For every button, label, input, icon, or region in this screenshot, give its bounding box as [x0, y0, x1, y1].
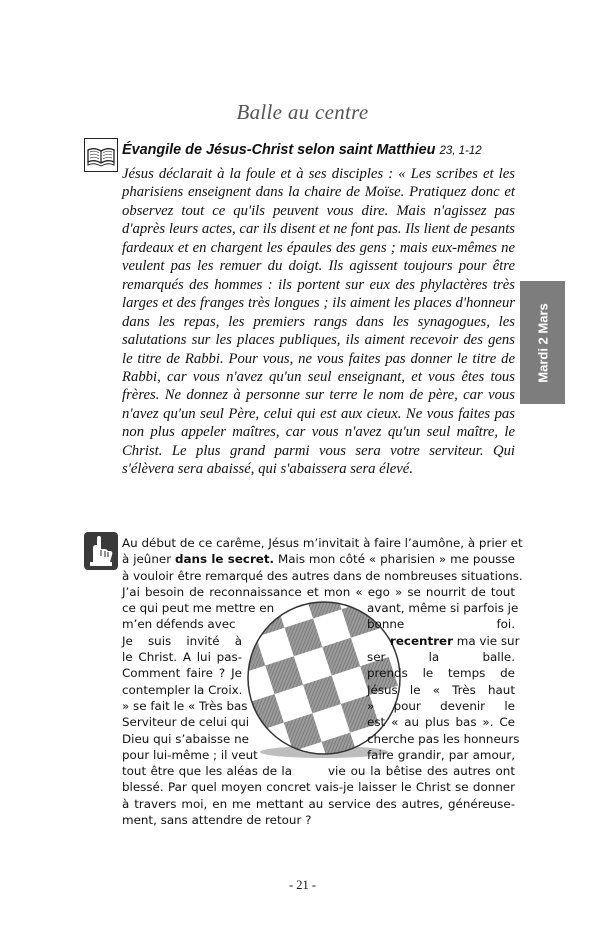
commentary-line-left: pour lui-même ; il veut	[122, 747, 258, 762]
commentary-line	[122, 633, 520, 649]
commentary-line-right: » pour devenir le	[367, 698, 515, 713]
commentary-line	[122, 682, 515, 698]
commentary-line: ment, sans attendre de retour ?	[122, 813, 312, 828]
commentary-line	[122, 714, 515, 730]
gospel-heading-text: Évangile de Jésus-Christ selon saint Matthieu	[122, 142, 436, 158]
commentary-line: à jeûner dans le secret. Mais mon côté « pharisien » me pousse	[122, 552, 515, 567]
commentary-line-right: ser la balle.	[367, 650, 515, 665]
commentary-line-right: cherche pas les honneurs	[367, 731, 520, 746]
commentary-line-right: prends le temps de	[367, 666, 515, 681]
commentary-line	[122, 763, 515, 779]
commentary-line-left: » se fait le « Très bas	[122, 698, 248, 713]
commentary-line-right: vie ou la bêtise des autres ont	[328, 764, 515, 779]
commentary-line: Au début de ce carême, Jésus m’invitait à faire l’aumône, à prier et	[122, 536, 523, 550]
commentary-line-left: le Christ. A lui pas-	[122, 650, 242, 665]
commentary-line-right: faire grandir, par amour,	[367, 747, 515, 762]
commentary-line: blessé. Par quel moyen concret vais-je laisser le Christ se donner	[122, 780, 515, 795]
commentary-line	[122, 600, 519, 616]
commentary-line-left: contempler la Croix.	[122, 682, 243, 697]
commentary-line-left: tout être que les aléas de la	[122, 764, 292, 779]
commentary-line	[122, 731, 520, 747]
commentary-line: J’ai besoin de reconnaissance et mon « ego » se nourrit de tout	[122, 584, 515, 599]
commentary-line-right: Jésus le « Très haut	[367, 682, 515, 697]
commentary-line-right: recentrer ma vie sur	[390, 633, 520, 648]
commentary-line-left: Comment faire ? Je	[122, 666, 242, 681]
commentary-line-left: m’en défends avec	[122, 617, 236, 632]
page-title: Balle au centre	[236, 100, 369, 124]
date-side-tab	[520, 281, 565, 404]
gospel-text: Jésus déclarait à la foule et à ses disciples : « Les scribes et les pharisiens enseignent dans la chaire de Moïse. Pratiquez donc et observez tout ce qu'ils peuvent vous dire. Mais n'agissez pas d'après leurs actes, car ils disent et ne font pas. Ils lient de pesants fardeaux et en chargent les épaules des gens ; mais eux-mêmes ne veulent pas les remuer du doigt. Ils agissent toujours pour être remarqués des hommes : ils portent sur eux des phylactères très larges et des franges très longues ; ils aiment les places d'honneur dans les repas, les premiers rangs dans les synagogues, les salutations sur les places publiques, ils aiment recevoir des gens le titre de Rabbi. Pour vous, ne vous faites pas donner le titre de Rabbi, car vous n'avez qu'un seul enseignant, et vous êtes tous frères. Ne donnez à personne sur terre le nom de père, car vous n'avez qu'un seul Père, celui qui est aux cieux. Ne vous faites pas non plus appeler maîtres, car vous n'avez qu'un seul maître, le Christ. Le plus grand parmi vous sera votre serviteur. Qui s'élèvera sera abaissé, qui s'abaissera sera élevé.	[122, 166, 515, 478]
pointing-hand-icon	[84, 532, 118, 570]
commentary-line-left: Je suis invité à	[122, 633, 242, 648]
commentary-line	[122, 616, 515, 632]
commentary-line-left: Serviteur de celui qui	[122, 715, 250, 730]
commentary-line	[122, 649, 515, 665]
date-label: Mardi 2 Mars	[535, 302, 550, 383]
commentary-line-right: bonne foi.	[367, 617, 515, 632]
commentary-line: à vouloir être remarqué des autres dans de nombreuses situations.	[122, 568, 523, 583]
page-number: - 21 -	[288, 878, 317, 892]
gospel-heading	[122, 142, 522, 158]
commentary-line	[122, 665, 515, 681]
commentary-line-left: Dieu qui s’abaisse ne	[122, 731, 249, 746]
commentary-line-right: avant, même si parfois je	[367, 601, 519, 616]
commentary-line	[122, 698, 515, 714]
commentary-line	[122, 747, 515, 763]
commentary-line-right: est « au plus bas ». Ce	[367, 715, 515, 730]
commentary-text	[122, 535, 523, 828]
open-book-icon	[84, 138, 118, 172]
gospel-reference: 23, 1-12	[439, 145, 482, 157]
commentary-line: à travers moi, en me mettant au service des autres, généreuse-	[122, 796, 515, 811]
commentary-line-left: ce qui peut me mettre en	[122, 601, 275, 616]
